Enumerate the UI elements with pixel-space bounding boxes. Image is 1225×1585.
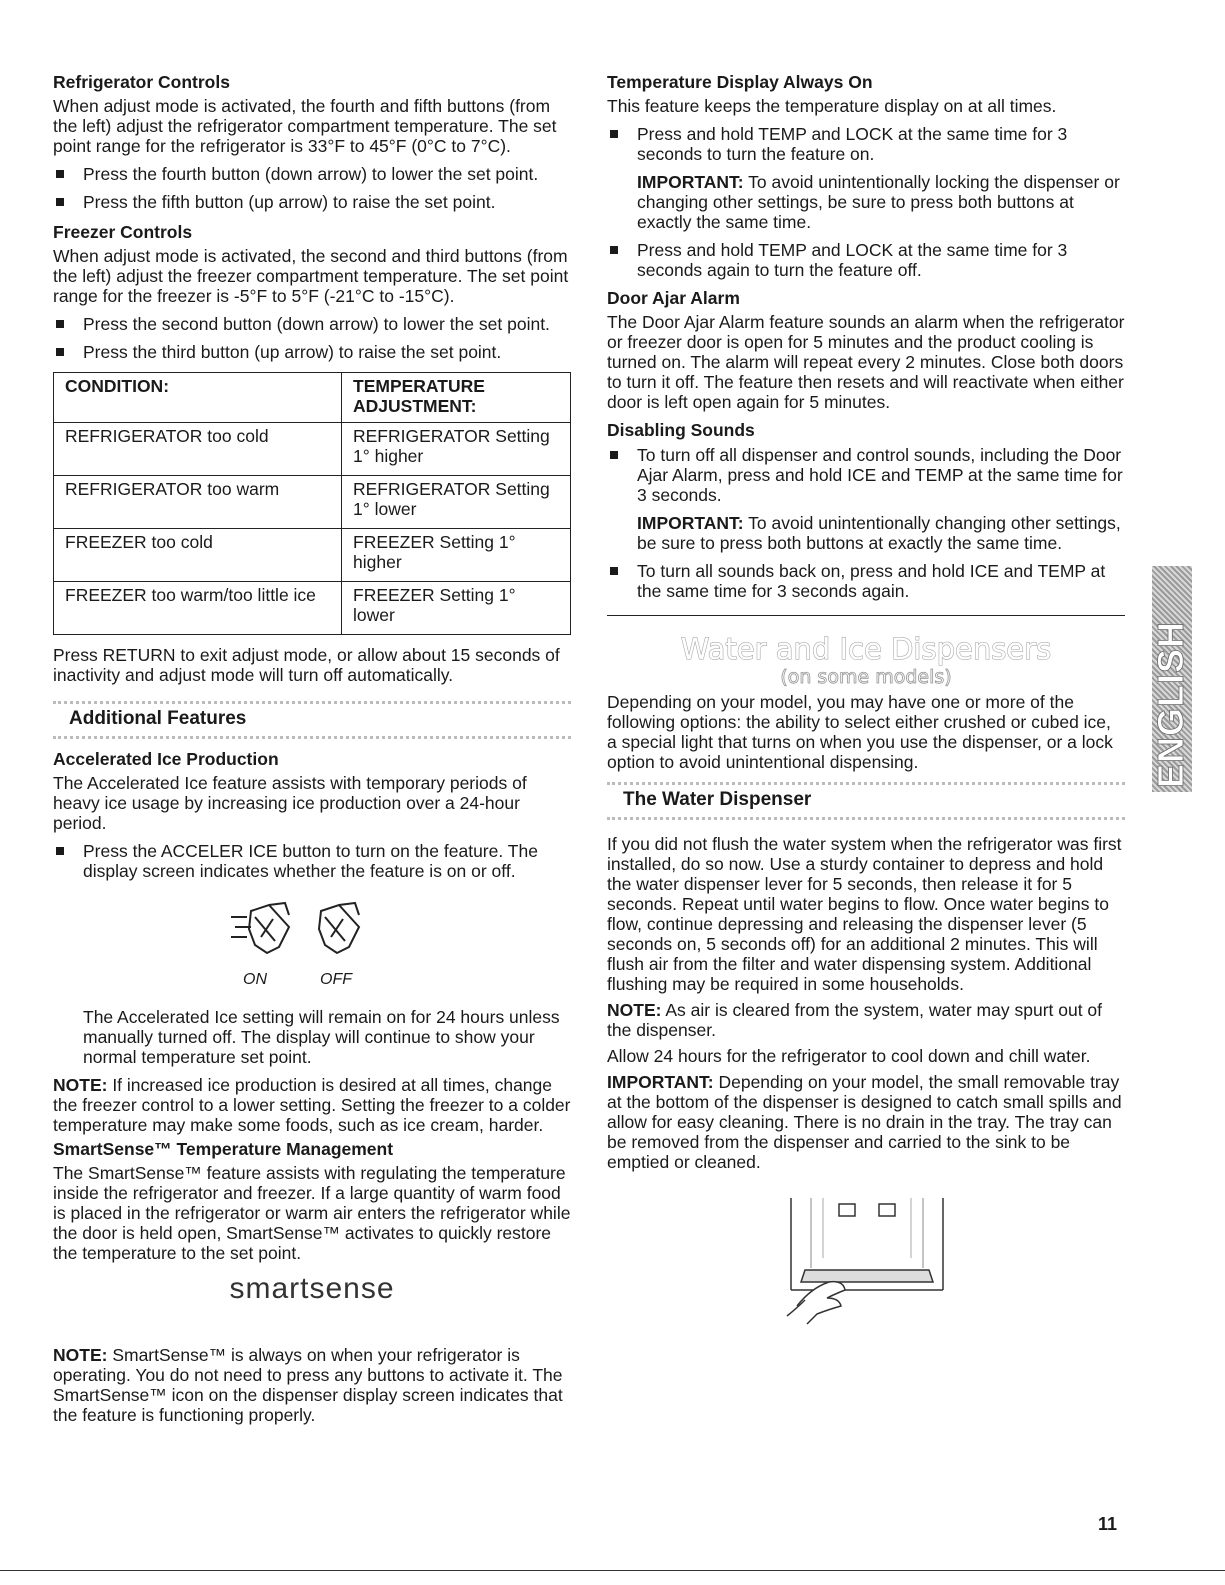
water-dispenser-allow: Allow 24 hours for the refrigerator to cool down and chill water. [607,1046,1091,1066]
table-cell: FREEZER too warm/too little ice [54,582,342,635]
water-ice-dispensers-body: Depending on your model, you may have one or more of the following options: the ability to select either crushed or cubed ice, a special light that turns on when you use the dispenser, or a lock option to avoid unintentional dispensing. [607,692,1113,772]
language-side-tab-label [1150,572,1194,792]
table-header-row [54,373,571,423]
table-header: CONDITION: [54,373,342,423]
temperature-display-body: This feature keeps the temperature display on at all times. [607,96,1057,116]
refrigerator-controls-heading: Refrigerator Controls [53,72,230,92]
table-row [54,529,571,582]
table-cell: REFRIGERATOR too warm [54,476,342,529]
important-note [607,513,1125,553]
water-ice-dispensers-title: Water and Ice Dispensers [680,632,1052,666]
door-ajar-heading: Door Ajar Alarm [607,288,740,308]
refrigerator-controls-body: When adjust mode is activated, the fourth and fifth buttons (from the left) adjust the refrigerator compartment temperature. The set point range for the refrigerator is 33°F to 45°F (0°C to 7°C). [53,96,557,156]
important-note [607,172,1125,232]
water-dispenser-body: If you did not flush the water system when the refrigerator was first installed, do so now. Use a sturdy container to depress and hold the water dispenser lever for 5 seconds, then release it for 5 seconds. Repeat until water begins to flow. Once water begins to flow, continue depressing and releasing the dispenser lever (5 seconds on, 5 seconds off) for an additional 2 minutes. This will flush air from the filter and water dispensing system. Additional flushing may be required in some households. [607,834,1122,994]
note-label: NOTE: [607,1000,662,1020]
smartsense-note [53,1345,571,1425]
smartsense-logo-text: smartsense [229,1272,395,1305]
important-text: Depending on your model, the small removable tray at the bottom of the dispenser is designed to catch small spills and allow for easy cleaning. There is no drain in the tray. The tray can be removed from the dispenser and carried to the sink to be emptied or cleaned. [607,1072,1122,1172]
table-cell: REFRIGERATOR too cold [54,423,342,476]
important-text: To avoid unintentionally changing other settings, be sure to press both buttons at exactly the same time. [637,513,1121,553]
table-cell: FREEZER Setting 1° higher [342,529,571,582]
list-item: Press the third button (up arrow) to raise the set point. [53,342,571,362]
note-text: As air is cleared from the system, water may spurt out of the dispenser. [607,1000,1103,1040]
freezer-controls-body: When adjust mode is activated, the second and third buttons (from the left) adjust the freezer compartment temperature. The set point range for the freezer is -5°F to 5°F (-21°C to -15°C). [53,246,569,306]
section-divider [607,615,1125,616]
table-cell: REFRIGERATOR Setting 1° higher [342,423,571,476]
accelerated-ice-icons [53,893,571,1003]
water-dispenser-note [607,1000,1125,1040]
language-side-tab-text: ENGLISH [1150,620,1191,788]
page-bottom-rule [0,1570,1225,1571]
temperature-display-heading: Temperature Display Always On [607,72,873,92]
note-text: If increased ice production is desired at all times, change the freezer control to a lower setting. Setting the freezer to a colder temperature may make some foods, such as ice cream, harder. [53,1075,571,1135]
return-note: Press RETURN to exit adjust mode, or allow about 15 seconds of inactivity and adjust mode will turn off automatically. [53,645,560,685]
important-text: To avoid unintentionally locking the dispenser or changing other settings, be sure to press both buttons at exactly the same time. [637,172,1120,232]
note-text: SmartSense™ is always on when your refrigerator is operating. You do not need to press any buttons to activate it. The SmartSense™ icon on the dispenser display screen indicates that the feature is functioning properly. [53,1345,563,1425]
note-label: NOTE: [53,1345,108,1365]
right-column [607,66,1125,1172]
note-label: NOTE: [53,1075,108,1095]
smartsense-body: The SmartSense™ feature assists with regulating the temperature inside the refrigerator and freezer. If a large quantity of warm food is placed in the refrigerator or warm air enters the refrigerator while the door is held open, SmartSense™ activates to quickly restore the temperature to the set point. [53,1163,571,1263]
list-item: Press the second button (down arrow) to lower the set point. [53,314,571,334]
table-cell: FREEZER Setting 1° lower [342,582,571,635]
water-ice-dispensers-subtitle: (on some models) [780,666,952,688]
accelerated-ice-after: The Accelerated Ice setting will remain on for 24 hours unless manually turned off. The display will continue to show your normal temperature set point. [83,1007,560,1067]
important-label: IMPORTANT: [637,172,744,192]
table-row [54,582,571,635]
list-item: Press the fifth button (up arrow) to raise the set point. [53,192,571,212]
freezer-controls-heading: Freezer Controls [53,222,193,242]
smartsense-heading: SmartSense™ Temperature Management [53,1139,394,1159]
smartsense-logo [53,1272,571,1335]
accelerated-ice-off-icon [311,901,371,963]
accelerated-ice-body: The Accelerated Ice feature assists with temporary periods of heavy ice usage by increasing ice production over a 24-hour period. [53,773,527,833]
icon-label-on: ON [243,971,267,988]
dispenser-tray-illustration [783,1198,953,1328]
list-item: Press and hold TEMP and LOCK at the same time for 3 seconds again to turn the feature off. [607,240,1125,280]
table-row [54,476,571,529]
additional-features-heading: Additional Features [53,701,571,739]
icon-label-off: OFF [320,971,352,988]
table-row [54,423,571,476]
accelerated-ice-on-icon [229,901,301,963]
page-number: 11 [1098,1514,1118,1534]
important-label: IMPORTANT: [637,513,744,533]
accelerated-ice-heading: Accelerated Ice Production [53,749,279,769]
door-ajar-body: The Door Ajar Alarm feature sounds an alarm when the refrigerator or freezer door is open for 5 minutes and the product cooling is turned on. The alarm will repeat every 2 minutes. Close both doors to turn it off. The feature then resets and will reactivate when either door is left open again for 5 minutes. [607,312,1125,412]
list-item: Press and hold TEMP and LOCK at the same time for 3 seconds to turn the feature on. [607,124,1125,164]
water-dispenser-heading: The Water Dispenser [607,782,1125,820]
disabling-sounds-heading: Disabling Sounds [607,420,755,440]
table-cell: FREEZER too cold [54,529,342,582]
important-label: IMPORTANT: [607,1072,714,1092]
left-column [53,66,571,1425]
table-header: TEMPERATURE ADJUSTMENT: [342,373,571,423]
list-item: To turn all sounds back on, press and hold ICE and TEMP at the same time for 3 seconds again. [607,561,1125,601]
list-item: Press the fourth button (down arrow) to lower the set point. [53,164,571,184]
list-item: To turn off all dispenser and control sounds, including the Door Ajar Alarm, press and hold ICE and TEMP at the same time for 3 seconds. [607,445,1125,505]
temperature-adjustment-table [53,372,571,635]
table-cell: REFRIGERATOR Setting 1° lower [342,476,571,529]
water-dispenser-important [607,1072,1125,1172]
list-item: Press the ACCELER ICE button to turn on the feature. The display screen indicates whether the feature is on or off. [53,841,571,881]
accelerated-ice-note [53,1075,571,1135]
